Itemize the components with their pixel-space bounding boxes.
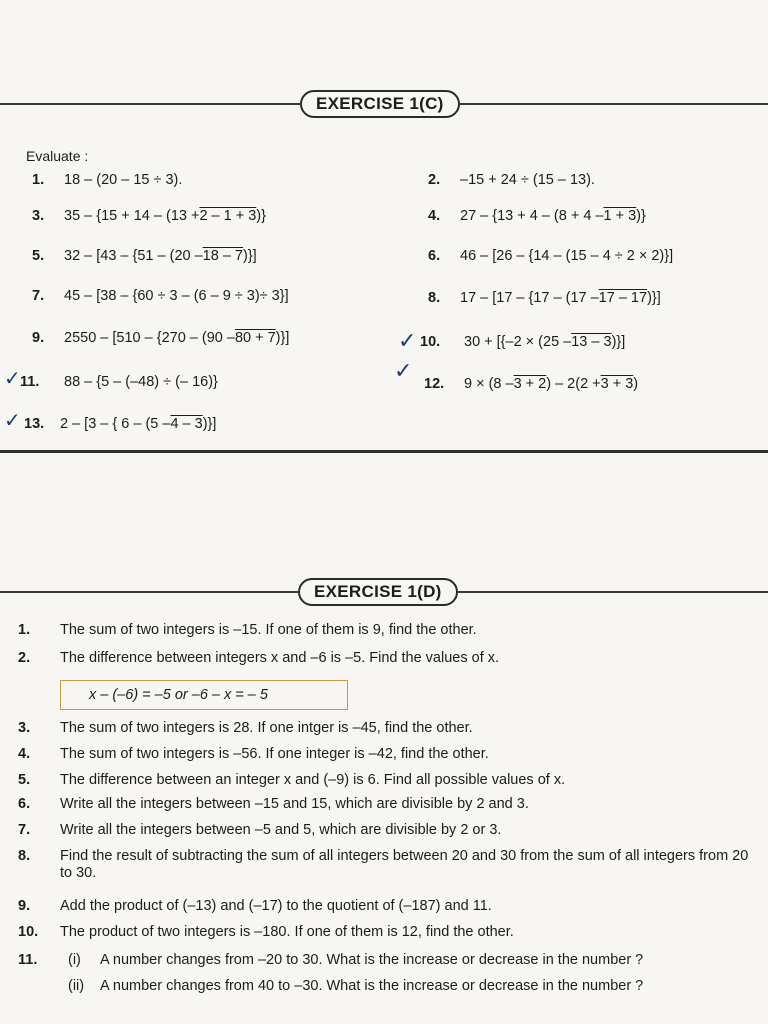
handwritten-answer-box: x – (–6) = –5 or –6 – x = – 5 xyxy=(60,680,348,710)
item-text: Write all the integers between –15 and 15, which are divisible by 2 and 3. xyxy=(60,796,529,812)
ex1d-item-5 xyxy=(18,772,758,789)
ex1c-item-3 xyxy=(32,208,266,224)
ex1c-item-6 xyxy=(428,248,673,264)
item-text: The sum of two integers is –56. If one integer is –42, find the other. xyxy=(60,746,489,762)
ex1d-item-9 xyxy=(18,898,758,915)
item-text: The sum of two integers is –15. If one of them is 9, find the other. xyxy=(60,622,477,638)
item-number: 4. xyxy=(428,208,441,224)
item-number: 10. xyxy=(420,334,441,350)
item-text: Add the product of (–13) and (–17) to the quotient of (–187) and 11. xyxy=(60,898,492,914)
ex1c-item-1 xyxy=(32,172,182,188)
item-number: 5. xyxy=(32,248,45,264)
expression-pre: 2 – [3 – { 6 – (5 – xyxy=(60,416,171,432)
ex1d-item-2 xyxy=(18,650,758,667)
ex1c-item-4 xyxy=(428,208,646,224)
sub-item-text: A number changes from –20 to 30. What is the increase or decrease in the number ? xyxy=(100,952,644,968)
item-number: 3. xyxy=(18,720,31,736)
expression-pre: 35 – {15 + 14 – (13 + xyxy=(64,208,200,224)
expression-post: )}] xyxy=(202,416,217,432)
item-number: 1. xyxy=(32,172,45,188)
expression: –15 + 24 ÷ (15 – 13). xyxy=(460,172,595,188)
item-number: 13. xyxy=(24,416,45,432)
expression-pre: 32 – [43 – {51 – (20 – xyxy=(64,248,203,264)
vinculum-term: 2 – 1 + 3 xyxy=(199,208,257,224)
item-text: The sum of two integers is 28. If one intger is –45, find the other. xyxy=(60,720,473,736)
item-number: 5. xyxy=(18,772,31,788)
ex1c-item-12 xyxy=(424,376,638,392)
header-rule-right xyxy=(460,103,768,105)
expression-post: )} xyxy=(256,208,266,224)
item-number: 7. xyxy=(32,288,45,304)
ex1d-item-3 xyxy=(18,720,758,737)
evaluate-label: Evaluate : xyxy=(26,148,89,164)
vinculum-term: 4 – 3 xyxy=(170,416,203,432)
ex1c-item-10 xyxy=(420,334,625,350)
expression-post: )}] xyxy=(611,334,626,350)
expression: 46 – [26 – {14 – (15 – 4 ÷ 2 × 2)}] xyxy=(460,248,674,264)
item-number: 1. xyxy=(18,622,31,638)
item-number: 8. xyxy=(428,290,441,306)
checkmark-icon: ✓ xyxy=(398,328,417,353)
checkmark-icon: ✓ xyxy=(4,368,21,390)
expression-post: ) xyxy=(633,376,639,392)
item-number: 12. xyxy=(424,376,445,392)
ex1d-item-8 xyxy=(18,848,758,882)
expression: 45 – [38 – {60 ÷ 3 – (6 – 9 ÷ 3)÷ 3}] xyxy=(64,288,289,304)
item-text: Find the result of subtracting the sum of all integers between 20 and 30 from the sum of all integers from 20 to 30. xyxy=(60,848,749,881)
item-number: 2. xyxy=(18,650,31,666)
item-text: Write all the integers between –5 and 5, which are divisible by 2 or 3. xyxy=(60,822,502,838)
expression: 88 – {5 – (–48) ÷ (– 16)} xyxy=(64,374,218,390)
expression-pre: 2550 – [510 – {270 – (90 – xyxy=(64,330,235,346)
ex1c-item-2 xyxy=(428,172,595,188)
sub-item-text: A number changes from 40 to –30. What is the increase or decrease in the number ? xyxy=(100,978,644,994)
vinculum-term: 3 + 2 xyxy=(513,376,547,392)
ex1c-item-13 xyxy=(24,416,216,432)
checkmark-icon: ✓ xyxy=(4,410,21,432)
exercise-1c-title: EXERCISE 1(C) xyxy=(300,90,460,118)
ex1c-item-9 xyxy=(32,330,289,346)
expression-post: )}] xyxy=(647,290,661,306)
ex1d-sub-item-i xyxy=(68,952,643,968)
item-number: 7. xyxy=(18,822,31,838)
item-number: 11. xyxy=(18,952,38,968)
sub-item-label: (ii) xyxy=(68,978,85,994)
header-rule-right xyxy=(458,591,768,593)
item-number: 8. xyxy=(18,848,31,864)
ex1c-item-5 xyxy=(32,248,257,264)
header-rule-left xyxy=(0,103,300,105)
section-divider xyxy=(0,450,768,453)
expression-mid: ) – 2(2 + xyxy=(546,376,601,392)
vinculum-term: 1 + 3 xyxy=(603,208,637,224)
item-number: 10. xyxy=(18,924,39,940)
item-text: The product of two integers is –180. If one of them is 12, find the other. xyxy=(60,924,514,940)
item-text: The difference between an integer x and (–9) is 6. Find all possible values of x. xyxy=(60,772,566,788)
ex1c-item-8 xyxy=(428,290,661,306)
expression-pre: 30 + [{–2 × (25 – xyxy=(464,334,572,350)
ex1d-item-6 xyxy=(18,796,758,813)
expression-post: )}] xyxy=(243,248,257,264)
header-rule-left xyxy=(0,591,298,593)
item-number: 11. xyxy=(20,374,40,390)
exercise-1d-title: EXERCISE 1(D) xyxy=(298,578,458,606)
exercise-1c-header xyxy=(0,90,768,118)
exercise-1d-header xyxy=(0,578,768,606)
item-number: 6. xyxy=(18,796,31,812)
vinculum-term: 13 – 3 xyxy=(571,334,612,350)
item-number: 9. xyxy=(32,330,45,346)
expression-post: )}] xyxy=(275,330,290,346)
vinculum-term: 18 – 7 xyxy=(202,248,243,264)
ex1c-item-11 xyxy=(20,374,218,390)
sub-item-label: (i) xyxy=(68,952,81,968)
item-number: 2. xyxy=(428,172,441,188)
expression-post: )} xyxy=(636,208,646,224)
ex1d-item-7 xyxy=(18,822,758,839)
item-number: 4. xyxy=(18,746,31,762)
expression-pre: 9 × (8 – xyxy=(464,376,514,392)
ex1d-item-10 xyxy=(18,924,758,941)
expression-pre: 27 – {13 + 4 – (8 + 4 – xyxy=(460,208,604,224)
ex1d-item-4 xyxy=(18,746,758,763)
checkmark-icon: ✓ xyxy=(394,358,413,383)
item-number: 6. xyxy=(428,248,441,264)
vinculum-term: 17 – 17 xyxy=(598,290,648,306)
expression-pre: 17 – [17 – {17 – (17 – xyxy=(460,290,599,306)
item-number: 3. xyxy=(32,208,45,224)
ex1c-item-7 xyxy=(32,288,289,304)
ex1d-item-1 xyxy=(18,622,758,639)
expression: 18 – (20 – 15 ÷ 3). xyxy=(64,172,183,188)
ex1d-sub-item-ii xyxy=(68,978,643,994)
item-text: The difference between integers x and –6 is –5. Find the values of x. xyxy=(60,650,500,666)
vinculum-term-2: 3 + 3 xyxy=(600,376,634,392)
vinculum-term: 80 + 7 xyxy=(234,330,276,346)
item-number: 9. xyxy=(18,898,31,914)
